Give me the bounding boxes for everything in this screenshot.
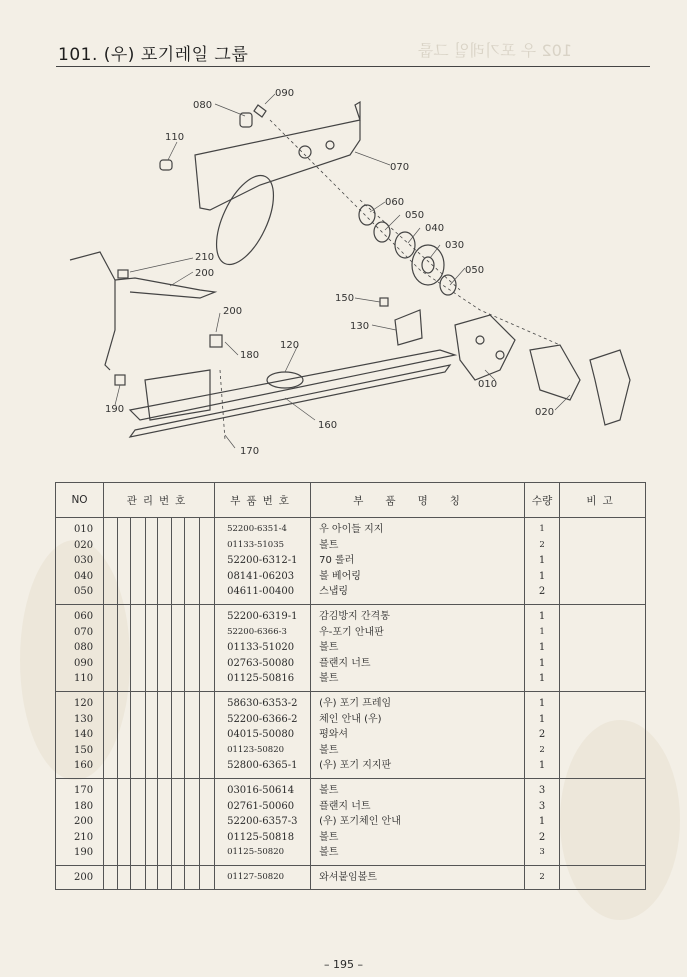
part-number: 58630-6353-2 <box>227 697 298 709</box>
table-row-group <box>56 778 646 865</box>
callout-190: 190 <box>105 404 125 415</box>
part-qty: 2 <box>539 539 545 550</box>
callout-030: 030 <box>445 240 465 251</box>
part-name-cell <box>311 865 525 890</box>
part-qty: 2 <box>538 586 546 598</box>
part-qty: 1 <box>538 570 546 582</box>
management-no-cell <box>185 778 200 865</box>
callout-200b: 200 <box>223 306 243 317</box>
part-name: (우) 포기 지지판 <box>319 760 392 772</box>
part-no-cell <box>215 865 311 890</box>
part-name: 플랜지 너트 <box>319 800 371 812</box>
part-ref-no: 110 <box>74 673 94 685</box>
remarks-cell <box>560 691 646 778</box>
part-ref-no: 090 <box>74 657 94 669</box>
table-row-group <box>56 865 646 890</box>
part-qty: 3 <box>539 847 545 858</box>
part-number: 52800-6365-1 <box>227 760 298 772</box>
part-qty: 1 <box>538 642 546 654</box>
chain-guide-bracket-shape <box>395 310 422 345</box>
management-no-cell <box>200 691 215 778</box>
no-cell <box>56 604 104 691</box>
part-name: 70 롤러 <box>319 555 355 567</box>
callout-060: 060 <box>385 197 405 208</box>
part-no-cell <box>215 604 311 691</box>
callout-020: 020 <box>535 407 555 418</box>
management-no-cell <box>172 778 185 865</box>
bleed-through-title: 102 우 포기레일 그룹 <box>418 41 572 60</box>
management-no-cell <box>118 518 131 605</box>
callout-120: 120 <box>280 340 300 351</box>
callout-170: 170 <box>240 446 260 457</box>
management-no-cell <box>200 778 215 865</box>
part-ref-no: 150 <box>74 744 94 756</box>
page-number: – 195 – <box>324 958 363 971</box>
remarks-cell <box>560 518 646 605</box>
part-number: 52200-6357-3 <box>227 816 298 828</box>
part-number: 04611-00400 <box>227 586 295 598</box>
management-no-cell <box>200 604 215 691</box>
part-name: (우) 포기체인 안내 <box>319 816 401 828</box>
remarks-cell <box>560 778 646 865</box>
part-number: 01133-51035 <box>227 539 285 550</box>
part-number: 01125-50818 <box>227 831 295 843</box>
callout-010: 010 <box>478 379 498 390</box>
part-qty: 1 <box>538 657 546 669</box>
management-no-cell <box>104 604 118 691</box>
callout-050b: 050 <box>465 265 485 276</box>
part-ref-no: 200 <box>74 816 94 828</box>
qty-cell <box>525 604 560 691</box>
management-no-cell <box>118 604 131 691</box>
table-header-row <box>56 483 646 518</box>
part-no-cell <box>215 691 311 778</box>
part-name: (우) 포기 프레임 <box>319 697 392 709</box>
management-no-cell <box>118 691 131 778</box>
management-no-cell <box>200 518 215 605</box>
qty-cell <box>525 518 560 605</box>
part-ref-no: 060 <box>74 610 94 622</box>
part-number: 02761-50060 <box>227 800 295 812</box>
management-no-cell <box>131 691 146 778</box>
management-no-cell <box>158 518 172 605</box>
management-no-cell <box>172 518 185 605</box>
part-qty: 2 <box>539 871 545 882</box>
part-name: 볼 베어링 <box>319 570 361 582</box>
callout-130: 130 <box>350 321 370 332</box>
management-no-cell <box>158 865 172 890</box>
part-no-cell <box>215 778 311 865</box>
header-no: NO <box>56 483 104 518</box>
part-number: 52200-6351-4 <box>227 524 287 534</box>
callout-160: 160 <box>318 420 338 431</box>
part-number: 01133-51020 <box>227 642 295 654</box>
management-no-cell <box>146 865 158 890</box>
part-name: 볼트 <box>319 642 339 654</box>
management-no-cell <box>131 518 146 605</box>
part-qty: 1 <box>538 816 546 828</box>
part-qty: 1 <box>538 610 546 622</box>
part-name: 볼트 <box>319 831 339 843</box>
part-qty: 2 <box>538 831 546 843</box>
guide-plate-shape <box>195 102 360 210</box>
part-number: 52200-6366-2 <box>227 713 298 725</box>
part-name: 감김방지 간격통 <box>319 610 390 622</box>
part-qty: 1 <box>538 713 546 725</box>
management-no-cell <box>158 691 172 778</box>
management-no-cell <box>172 604 185 691</box>
table-row-group <box>56 604 646 691</box>
management-no-cell <box>172 691 185 778</box>
part-number: 52200-6319-1 <box>227 610 298 622</box>
part-ref-no: 210 <box>74 831 94 843</box>
remarks-cell <box>560 604 646 691</box>
callout-210: 210 <box>195 252 215 263</box>
part-name: 우-포기 안내판 <box>319 626 384 638</box>
callout-180: 180 <box>240 350 260 361</box>
qty-cell <box>525 691 560 778</box>
part-ref-no: 160 <box>74 760 94 772</box>
part-no-cell <box>215 518 311 605</box>
part-number: 08141-06203 <box>227 570 295 582</box>
part-name: 체인 안내 (우) <box>319 713 382 725</box>
management-no-cell <box>131 778 146 865</box>
management-no-cell <box>185 691 200 778</box>
management-no-cell <box>131 865 146 890</box>
part-number: 01127-50820 <box>227 871 285 882</box>
management-no-cell <box>146 518 158 605</box>
part-number: 01123-50820 <box>227 744 285 755</box>
qty-cell <box>525 865 560 890</box>
management-no-cell <box>158 604 172 691</box>
part-ref-no: 030 <box>74 555 94 567</box>
no-cell <box>56 518 104 605</box>
part-number: 03016-50614 <box>227 784 295 796</box>
no-cell <box>56 778 104 865</box>
management-no-cell <box>104 778 118 865</box>
management-no-cell <box>131 604 146 691</box>
part-ref-no: 190 <box>74 847 94 859</box>
part-qty: 1 <box>539 626 545 637</box>
management-no-cell <box>146 778 158 865</box>
callout-150: 150 <box>335 293 355 304</box>
part-number: 02763-50080 <box>227 657 295 669</box>
part-name: 볼트 <box>319 539 339 551</box>
exploded-parts-diagram <box>60 80 660 470</box>
part-ref-no: 070 <box>74 626 94 638</box>
management-no-cell <box>185 518 200 605</box>
part-qty: 2 <box>538 729 546 741</box>
parts-table <box>55 482 646 890</box>
management-no-cell <box>118 778 131 865</box>
part-name: 스냅링 <box>319 586 349 598</box>
management-no-cell <box>104 691 118 778</box>
part-name-cell <box>311 778 525 865</box>
part-qty: 3 <box>538 784 546 796</box>
part-ref-no: 130 <box>74 713 94 725</box>
management-no-cell <box>158 778 172 865</box>
part-ref-no: 080 <box>74 642 94 654</box>
header-qty: 수량 <box>525 483 560 518</box>
part-name: 플랜지 너트 <box>319 657 371 669</box>
part-name: 볼트 <box>319 744 339 756</box>
part-name: 볼트 <box>319 673 339 685</box>
qty-cell <box>525 778 560 865</box>
part-name: 볼트 <box>319 784 339 796</box>
management-no-cell <box>172 865 185 890</box>
no-cell <box>56 865 104 890</box>
part-qty: 1 <box>538 760 546 772</box>
part-number: 52200-6312-1 <box>227 555 298 567</box>
part-ref-no: 180 <box>74 800 94 812</box>
management-no-cell <box>185 865 200 890</box>
management-no-cell <box>146 691 158 778</box>
callout-110: 110 <box>165 132 185 143</box>
part-number: 52200-6366-3 <box>227 626 287 637</box>
header-management-no: 관리번호 <box>104 483 215 518</box>
part-ref-no: 040 <box>74 570 94 582</box>
part-ref-no: 020 <box>74 539 94 551</box>
management-no-cell <box>200 865 215 890</box>
no-cell <box>56 691 104 778</box>
part-ref-no: 170 <box>74 784 94 796</box>
callout-040: 040 <box>425 223 445 234</box>
part-ref-no: 200 <box>74 871 94 883</box>
part-qty: 2 <box>539 744 545 755</box>
part-qty: 1 <box>538 697 546 709</box>
frame-shape <box>130 350 455 420</box>
part-number: 01125-50816 <box>227 673 295 685</box>
management-no-cell <box>104 865 118 890</box>
part-name-cell <box>311 691 525 778</box>
table-row-group <box>56 518 646 605</box>
management-no-cell <box>146 604 158 691</box>
part-name-cell <box>311 518 525 605</box>
part-ref-no: 010 <box>74 524 94 535</box>
page-title: 101. (우) 포기레일 그룹 <box>58 45 249 65</box>
chain-guide-shape <box>70 252 115 370</box>
part-name: 볼트 <box>319 847 339 859</box>
header-part-no: 부품번호 <box>215 483 311 518</box>
part-ref-no: 120 <box>74 697 94 709</box>
part-number: 01125-50820 <box>227 847 285 858</box>
callout-200: 200 <box>195 268 215 279</box>
part-name: 우 아이들 지지 <box>319 524 384 535</box>
callout-050: 050 <box>405 210 425 221</box>
part-qty: 1 <box>539 524 545 534</box>
part-ref-no: 050 <box>74 586 94 598</box>
management-no-cell <box>185 604 200 691</box>
header-part-name: 부품명칭 <box>311 483 525 518</box>
management-no-cell <box>118 865 131 890</box>
part-name: 평와셔 <box>319 729 349 741</box>
part-qty: 3 <box>538 800 546 812</box>
table-row-group <box>56 691 646 778</box>
part-name: 와셔붙임볼트 <box>319 871 378 883</box>
remarks-cell <box>560 865 646 890</box>
part-number: 04015-50080 <box>227 729 295 741</box>
header-remarks: 비고 <box>560 483 646 518</box>
callout-090: 090 <box>275 88 295 99</box>
cutout-ellipse <box>205 167 285 273</box>
callout-080: 080 <box>193 100 213 111</box>
title-rule <box>56 66 650 67</box>
callout-070: 070 <box>390 162 410 173</box>
part-qty: 1 <box>538 555 546 567</box>
part-qty: 1 <box>538 673 546 685</box>
part-name-cell <box>311 604 525 691</box>
management-no-cell <box>104 518 118 605</box>
part-ref-no: 140 <box>74 729 94 741</box>
